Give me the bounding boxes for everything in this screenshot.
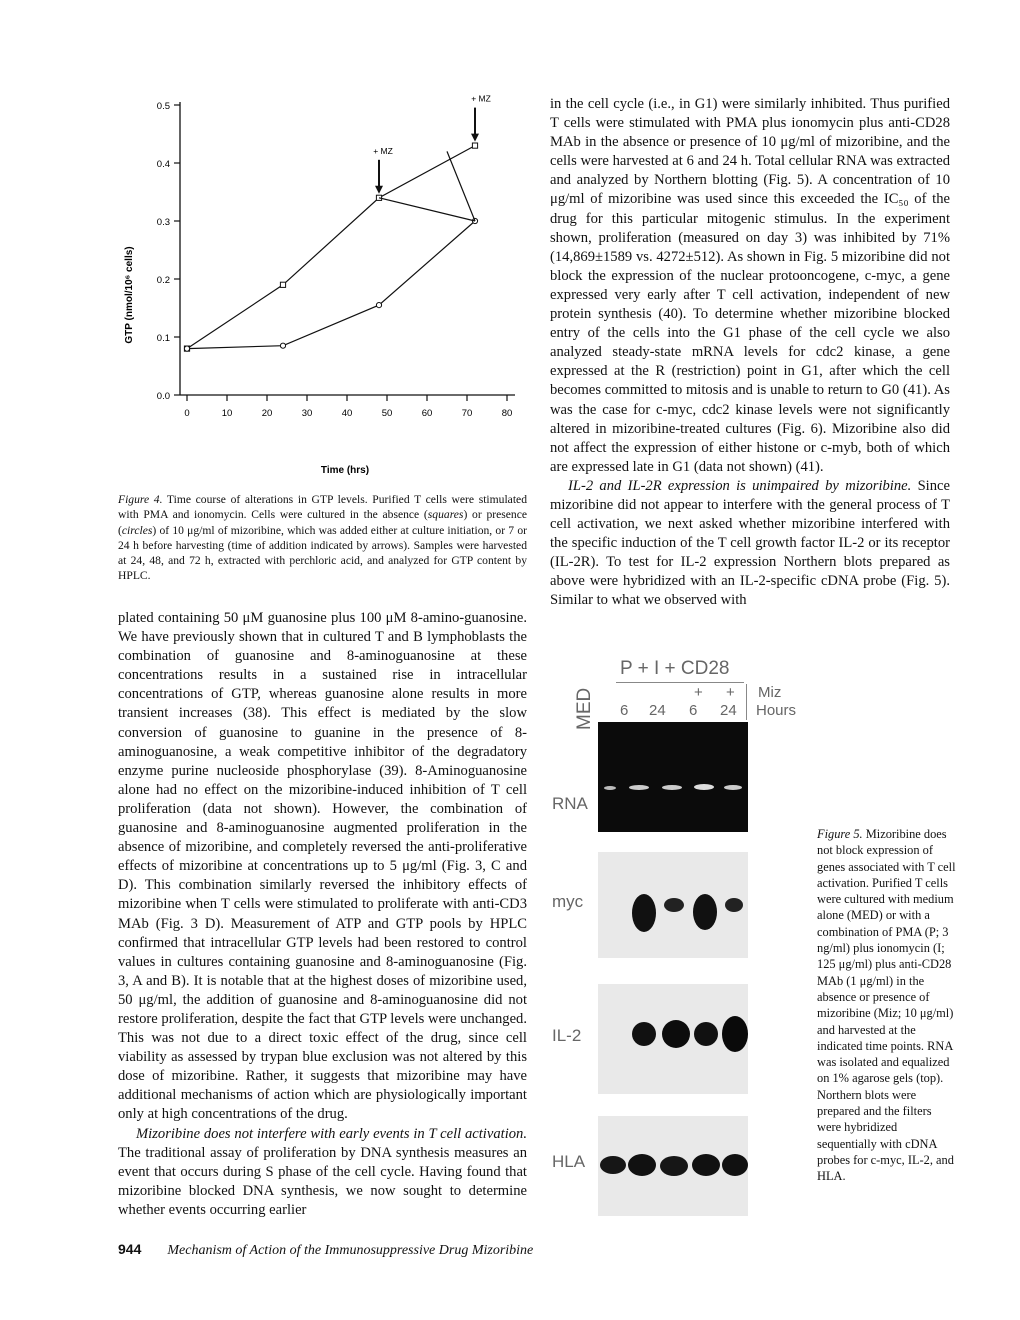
data-point-circle: [280, 343, 285, 348]
chart-axes: [180, 102, 515, 395]
y-tick-label: 0.1: [156, 333, 170, 344]
hla-blot-image: [598, 1116, 748, 1216]
data-point-circle: [184, 346, 189, 351]
x-tick-label: 40: [341, 408, 353, 419]
row-label-myc: myc: [552, 892, 584, 911]
page-footer: [118, 1241, 533, 1259]
paragraph: [118, 1125, 527, 1220]
series-line: [187, 221, 475, 349]
row-label-hla: HLA: [552, 1152, 586, 1171]
data-point-square: [472, 143, 477, 148]
il2-band: [722, 1016, 748, 1052]
myc-band: [725, 898, 743, 912]
miz-label: Miz: [758, 684, 782, 701]
il2-band: [662, 1020, 690, 1048]
il2-blot-image: [598, 984, 748, 1094]
treatment-label: P + I + CD28: [620, 658, 730, 679]
running-title: Mechanism of Action of the Immunosuppressive Drug Mizoribine: [167, 1243, 534, 1258]
caption-text: ) of 10 μg/ml of mizoribine, which was added either at culture initiation, or 7 or 24 h before harvesting (time of addition indicated by arrows). Samples were harvested at 24, 48, and 72 h, extracted with perchloric acid, and analyzed for GTP content by HPLC.: [118, 523, 527, 583]
page-number: 944: [118, 1241, 142, 1257]
rna-gel-image: [598, 722, 748, 832]
hla-band: [692, 1154, 720, 1176]
rna-band: [604, 786, 616, 790]
paragraph: plated containing 50 μM guanosine plus 100 μM 8-amino-guanosine. We have previously shown that in cultured T and B lymphoblasts the combination of guanosine and 8-aminoguanosine at these concentrations results in a sustained rise in intracellular concentrations of GTP, whereas guanosine alone results in more transient increases (38). This effect is mediated by the slow conversion of guanosine to guanine in the presence of 8-aminoguanosine, a weak competitive inhibitor of the degradatory enzyme purine nucleoside phosphorylase (39). 8-Aminoguanosine alone had no effect on the mizoribine-induced inhibition of T cell proliferation (data not shown). However, the combination of guanosine and 8-aminoguanosine augmented proliferation in the absence of mizoribine, and completely reversed the anti-proliferative effects of mizoribine at concentrations up to 5 μg/ml (Fig. 3, C and D). This combination similarly reversed the inhibitory effects of mizoribine when T cells were stimulated to proliferate with anti-CD3 MAb (Fig. 3 D). Measurement of ATP and GTP pools by HPLC confirmed that intracellular GTP levels had been restored to control values in cultures containing guanosine and 8-aminoguanosine (Fig. 3, A and B). It is notable that at the highest doses of mizoribine used, 50 μg/ml, the addition of guanosine and 8-aminoguanosine did not restore proliferation, despite the fact that GTP levels were unchanged. This was not due to a direct toxic effect of the drug, since cell viability as assessed by trypan blue exclusion was not altered by this dose of mizoribine. Rather, it suggests that mizoribine may have additional mechanisms of action which are physiologically important only at high concentrations of the drug.: [118, 610, 527, 1123]
il2-band: [694, 1022, 718, 1046]
paragraph: in the cell cycle (i.e., in G1) were similarly inhibited. Thus purified T cells were stimulated with PMA plus ionomycin plus anti-CD28 MAb in the absence or presence of 10 μg/ml of mizoribine, and the cells were harvested at 6 and 24 h. Total cellular RNA was extracted and analyzed by Northern blotting (Fig. 5). A concentration of 10 μg/ml of mizoribine was used since this exceeded the IC₅₀ of the drug for this particular mitogenic stimulus. In the experiment shown, proliferation (measured on day 3) was inhibited by 71% (14,869±1589 vs. 4272±512). As shown in Fig. 5 mizoribine did not block the expression of the nuclear protooncogene, c-myc, a gene expressed very early after T cell activation, independent of new protein synthesis (40). To determine whether mizoribine blocked entry of the cells into the G1 phase of the cell cycle we also analyzed steady-state mRNA levels for cdc2 kinase, a gene expressed at the R (restriction) point in G1, after which the cell becomes committed to mitosis and is unable to return to G0 (41). As was the case for c-myc, cdc2 kinase levels were not significantly altered in mizoribine-treated cultures (Fig. 6). Mizoribine also did not affect the expression of either histone or c-myb, both of which are expressed late in G1 (data not shown) (41).: [550, 96, 950, 475]
header-divider: [616, 682, 744, 683]
x-tick-label: 0: [184, 408, 190, 419]
hla-band: [660, 1156, 688, 1176]
y-ticks: [157, 101, 180, 402]
x-tick-label: 10: [221, 408, 233, 419]
hla-band: [600, 1156, 626, 1174]
miz-plus: +: [694, 684, 703, 701]
x-tick-label: 30: [301, 408, 313, 419]
rna-band: [724, 785, 742, 790]
figure-5-caption: [817, 826, 957, 1185]
arrow-label: + MZ: [471, 93, 491, 104]
rna-band: [662, 785, 682, 790]
y-tick-label: 0.2: [156, 275, 170, 286]
row-label-rna: RNA: [552, 794, 588, 813]
miz-plus: +: [726, 684, 735, 701]
y-tick-label: 0.3: [156, 217, 170, 228]
row-label-il2: IL-2: [552, 1026, 582, 1045]
series-line: [379, 198, 475, 221]
myc-band: [664, 898, 684, 912]
chart-series: [184, 143, 477, 351]
myc-band: [632, 894, 656, 932]
y-tick-label: 0.5: [156, 101, 170, 112]
med-lane-label: MED: [574, 687, 595, 730]
y-tick-label: 0.4: [156, 159, 170, 170]
x-axis-label: Time (hrs): [320, 465, 370, 476]
figure-4-caption: [118, 492, 527, 584]
lane-divider: [746, 684, 747, 720]
caption-label: Figure 5.: [817, 827, 863, 841]
x-tick-label: 60: [421, 408, 433, 419]
arrow-head: [471, 134, 479, 142]
hour-label: 24: [720, 702, 737, 719]
rna-band: [694, 784, 714, 790]
x-tick-label: 20: [261, 408, 273, 419]
myc-band: [693, 894, 717, 930]
paragraph-text: Since mizoribine did not appear to interfere with the general process of T cell activation, we next asked whether mizoribine interfered with the specific induction of the T cell growth factor IL-2 or its receptor (IL-2R). To test for IL-2 expression Northern blots prepared as above were hybridized with an IL-2-specific cDNA probe (Fig. 5). Similar to what we observed with: [550, 477, 950, 609]
il2-band: [632, 1022, 656, 1046]
right-column-text: [550, 95, 950, 611]
rna-band: [629, 785, 649, 790]
paragraph-text: The traditional assay of proliferation by DNA synthesis measures an event that occurs during S phase of the cell cycle. Having found that mizoribine blocked DNA synthesis, we now sought to determine whether events occurring earlier: [118, 1144, 527, 1218]
hours-label: Hours: [756, 702, 797, 719]
hla-band: [628, 1154, 656, 1176]
series-line: [447, 151, 475, 221]
y-tick-label: 0.0: [156, 391, 170, 402]
hour-label: 6: [620, 702, 629, 719]
series-line: [187, 146, 475, 349]
x-tick-label: 70: [461, 408, 473, 419]
x-ticks: [184, 395, 512, 419]
y-axis-label: GTP (nmol/10⁶ cells): [124, 246, 135, 344]
section-heading: Mizoribine does not interfere with early events in T cell activation.: [136, 1125, 527, 1142]
section-heading: IL-2 and IL-2R expression is unimpaired by mizoribine.: [568, 477, 912, 494]
left-column-text: [118, 609, 527, 1220]
arrow-head: [375, 186, 383, 194]
data-point-square: [280, 282, 285, 287]
x-tick-label: 80: [501, 408, 513, 419]
hla-band: [722, 1154, 748, 1176]
arrow-label: + MZ: [373, 145, 393, 156]
caption-text: Mizoribine does not block expression of genes associated with T cell activation. Purified T cells were cultured with medium alone (MED) or with a combination of PMA (P; 3 ng/ml) plus ionomycin (I; 125 μg/ml) plus anti-CD28 MAb (1 μg/ml) in the absence or presence of mizoribine (Miz; 10 μg/ml) and harvested at the indicated time points. RNA was isolated and equalized on 1% agarose gels (top). Northern blots were prepared and the filters were hybridized sequentially with cDNA probes for c-myc, IL-2, and HLA.: [817, 827, 956, 1184]
hour-label: 24: [649, 702, 666, 719]
myc-blot-image: [598, 852, 748, 958]
figure-5: [548, 656, 798, 1216]
caption-text: ) or presence (: [118, 508, 527, 537]
hour-label: 6: [689, 702, 698, 719]
data-point-circle: [376, 303, 381, 308]
paragraph: [550, 477, 950, 611]
x-tick-label: 50: [381, 408, 393, 419]
caption-text: Time course of alterations in GTP levels. Purified T cells were stimulated with PMA and ionomycin. Cells were cultured in the absence (: [118, 493, 527, 522]
caption-term: circles: [121, 523, 153, 537]
caption-term: squares: [427, 508, 464, 522]
figure-4-chart: [110, 90, 530, 480]
caption-label: Figure 4.: [118, 493, 163, 506]
